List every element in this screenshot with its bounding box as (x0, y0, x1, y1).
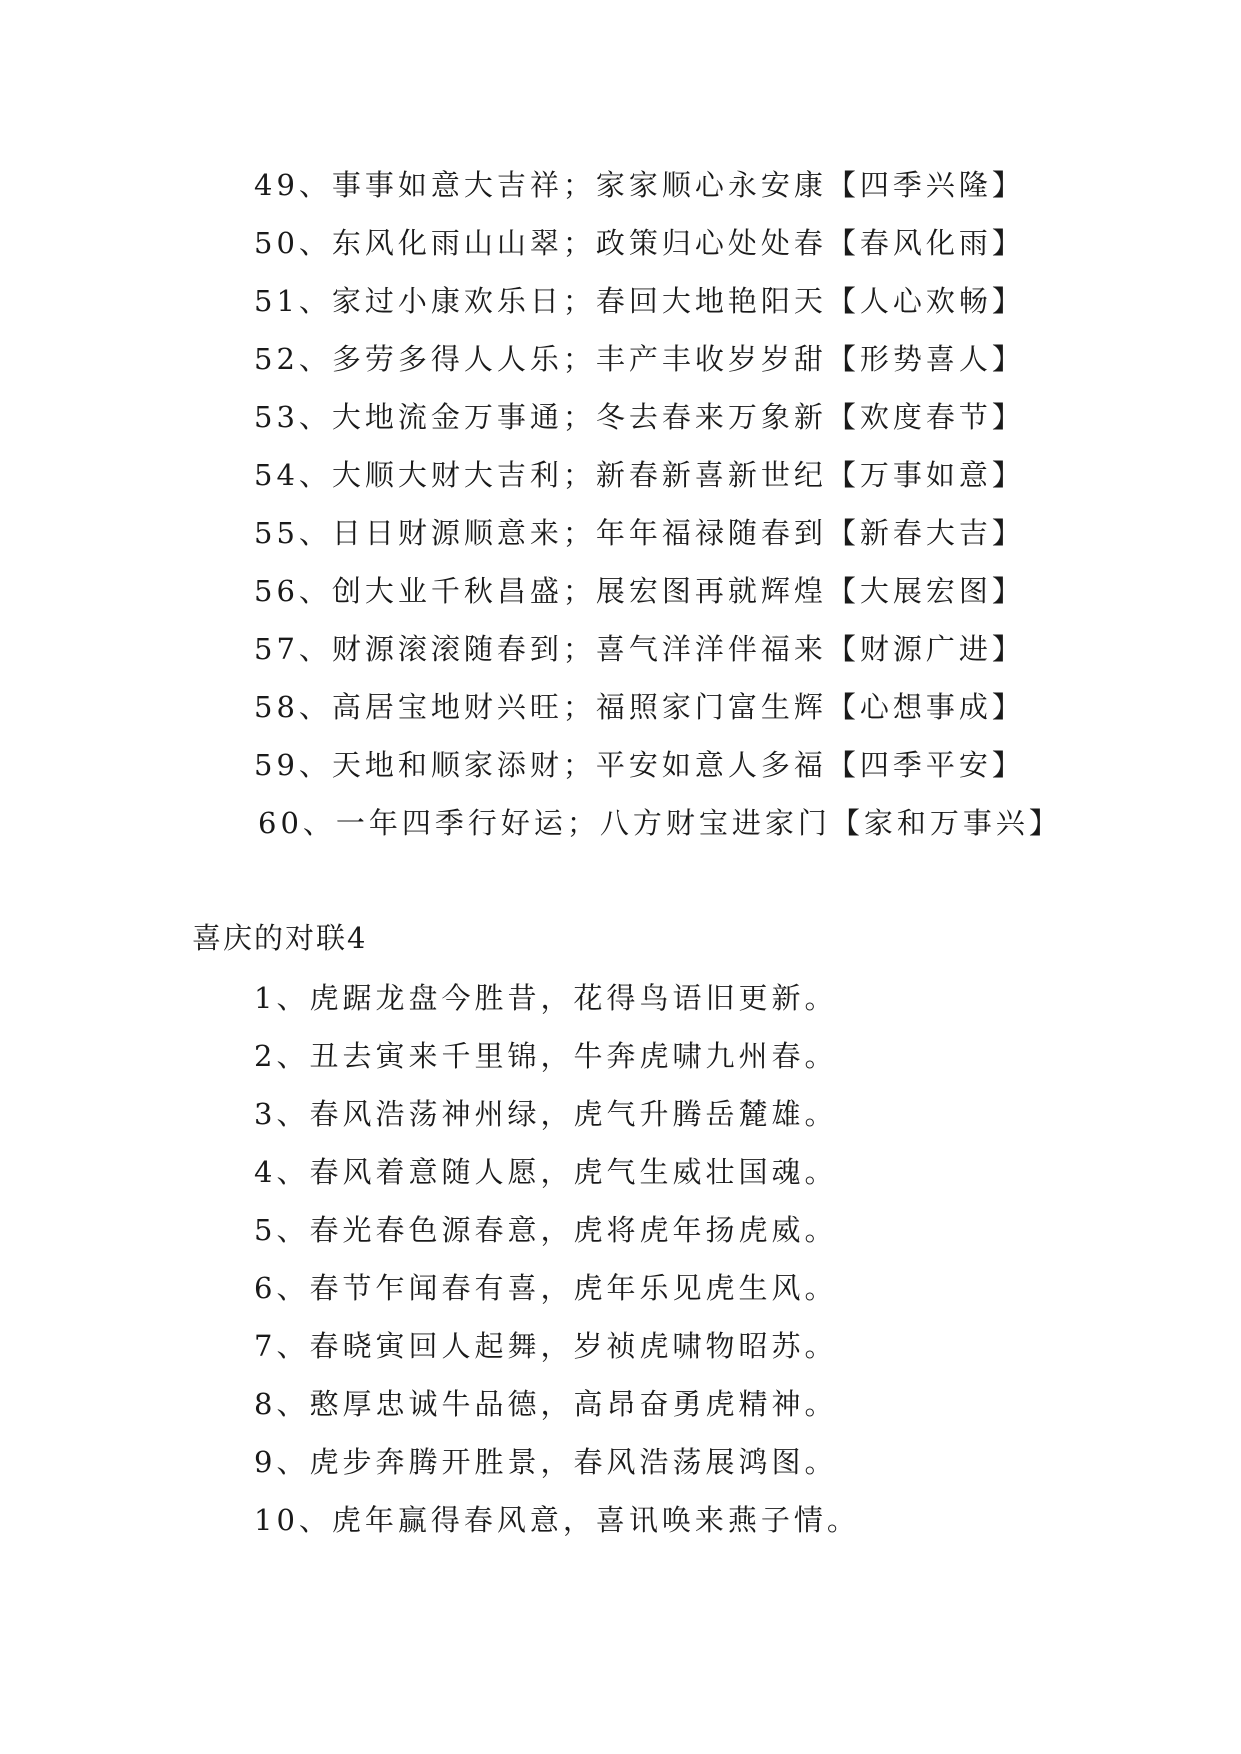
couplet-line: 49、事事如意大吉祥；家家顺心永安康【四季兴隆】 (254, 168, 1025, 202)
couplet-line: 60、一年四季行好运；八方财宝进家门【家和万事兴】 (258, 806, 1062, 840)
couplet-line: 58、高居宝地财兴旺；福照家门富生辉【心想事成】 (254, 690, 1025, 724)
couplet-line: 8、憨厚忠诚牛品德，高昂奋勇虎精神。 (254, 1387, 838, 1421)
couplet-line: 5、春光春色源春意，虎将虎年扬虎威。 (254, 1213, 838, 1247)
couplet-line: 3、春风浩荡神州绿，虎气升腾岳麓雄。 (254, 1097, 838, 1131)
couplet-line: 10、虎年赢得春风意，喜讯唤来燕子情。 (254, 1503, 860, 1537)
couplet-line: 52、多劳多得人人乐；丰产丰收岁岁甜【形势喜人】 (254, 342, 1025, 376)
couplet-line: 55、日日财源顺意来；年年福禄随春到【新春大吉】 (254, 516, 1025, 550)
couplet-line: 53、大地流金万事通；冬去春来万象新【欢度春节】 (254, 400, 1025, 434)
couplet-line: 2、丑去寅来千里锦，牛奔虎啸九州春。 (254, 1039, 838, 1073)
couplet-line: 9、虎步奔腾开胜景，春风浩荡展鸿图。 (254, 1445, 838, 1479)
section-heading: 喜庆的对联4 (192, 921, 368, 955)
couplet-line: 1、虎踞龙盘今胜昔，花得鸟语旧更新。 (254, 981, 838, 1015)
couplet-line: 7、春晓寅回人起舞，岁祯虎啸物昭苏。 (254, 1329, 838, 1363)
couplet-line: 51、家过小康欢乐日；春回大地艳阳天【人心欢畅】 (254, 284, 1025, 318)
couplet-line: 59、天地和顺家添财；平安如意人多福【四季平安】 (254, 748, 1025, 782)
couplet-line: 54、大顺大财大吉利；新春新喜新世纪【万事如意】 (254, 458, 1025, 492)
couplet-line: 50、东风化雨山山翠；政策归心处处春【春风化雨】 (254, 226, 1025, 260)
couplet-line: 6、春节乍闻春有喜，虎年乐见虎生风。 (254, 1271, 838, 1305)
couplet-line: 4、春风着意随人愿，虎气生威壮国魂。 (254, 1155, 838, 1189)
couplet-line: 56、创大业千秋昌盛；展宏图再就辉煌【大展宏图】 (254, 574, 1025, 608)
couplet-line: 57、财源滚滚随春到；喜气洋洋伴福来【财源广进】 (254, 632, 1025, 666)
